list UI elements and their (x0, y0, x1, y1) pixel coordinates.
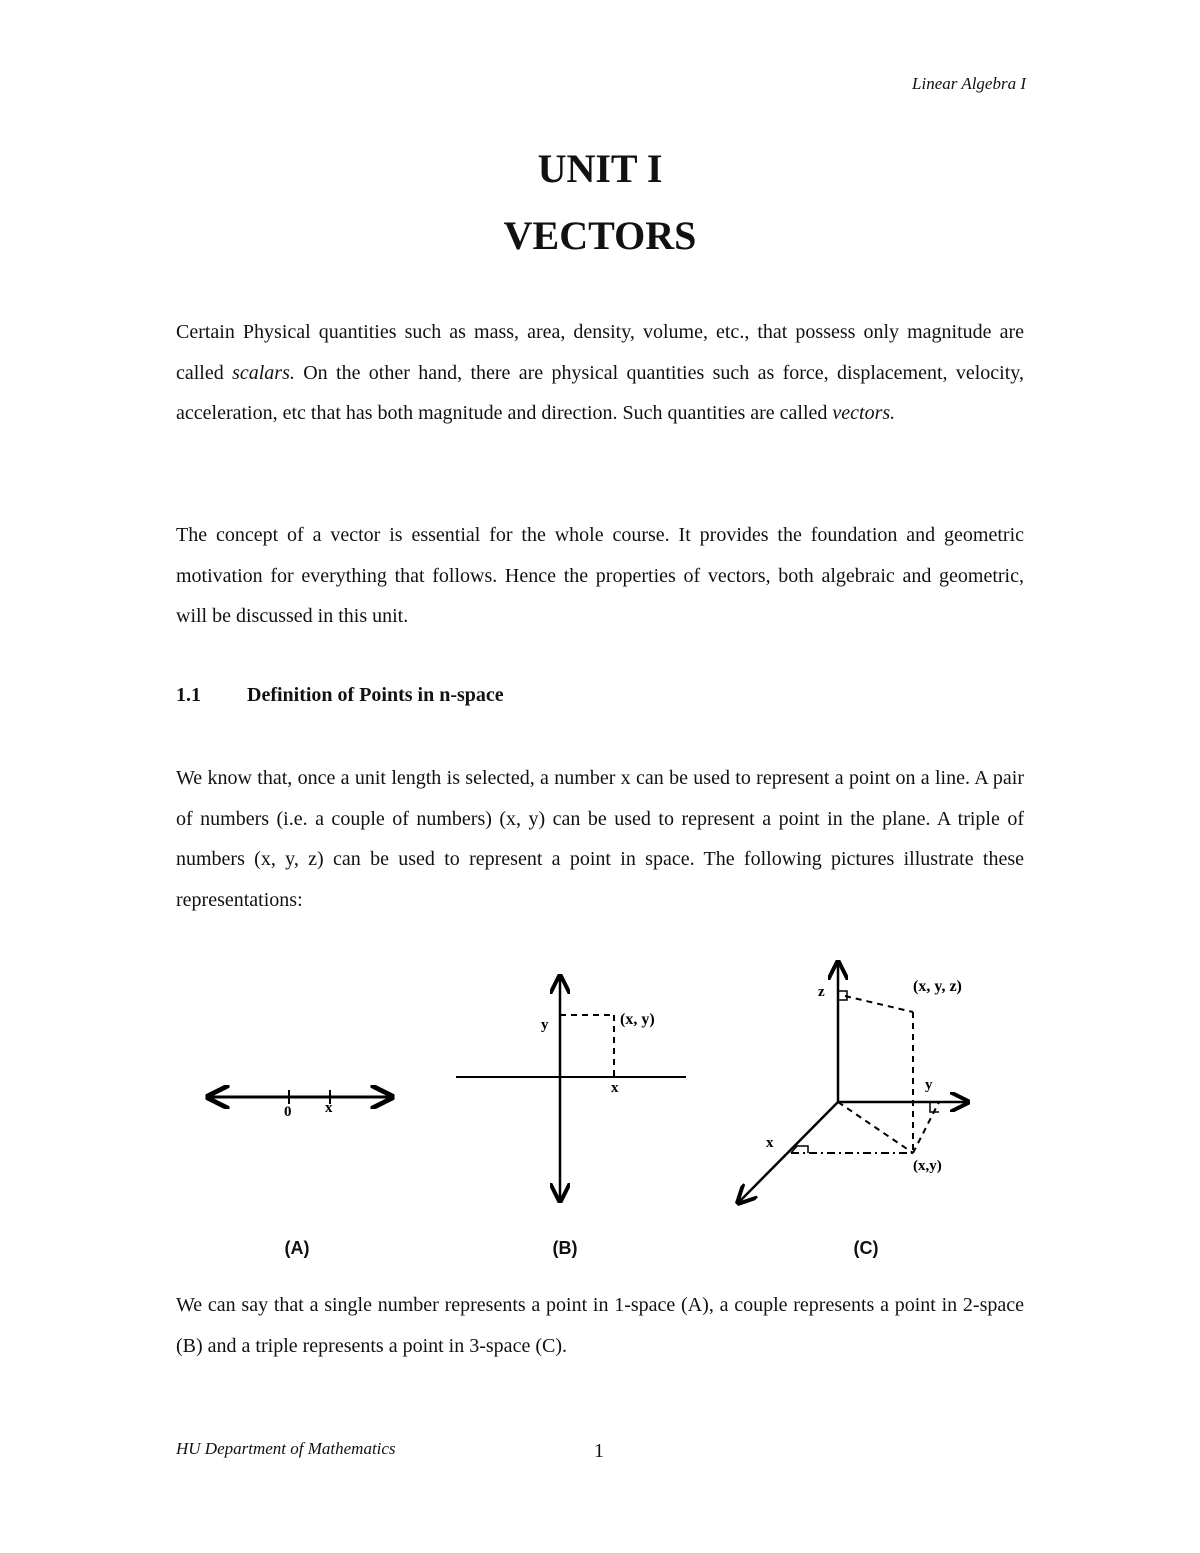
section-title: Definition of Points in n-space (247, 684, 504, 706)
unit-title: VECTORS (503, 213, 697, 258)
section-heading (176, 684, 504, 707)
figures-illustration (0, 950, 1200, 1230)
figure-a-number-line (208, 1090, 392, 1120)
term-vectors: vectors. (832, 402, 896, 424)
caption-a: (A) (284, 1238, 310, 1258)
figure-b-plane (456, 976, 686, 1201)
diagonal-to-point (838, 1102, 913, 1153)
x-label: x (766, 1135, 774, 1151)
origin-label: 0 (284, 1104, 292, 1120)
point-label: (x, y) (620, 1011, 655, 1028)
z-label: z (818, 984, 825, 1000)
running-header: Linear Algebra I (912, 74, 1026, 93)
footer-department: HU Department of Mathematics (176, 1439, 396, 1458)
x-label: x (611, 1080, 619, 1096)
unit-heading: UNIT I (537, 146, 663, 191)
figure-c-space (738, 962, 968, 1203)
point2-label: (x,y) (913, 1158, 942, 1174)
y-label: y (541, 1017, 549, 1033)
intro-text-2: On the other hand, there are physical quantities such as force, displacement, velocity, acceleration, etc that has both magnitude and direction. Such quantities are called (176, 361, 1024, 424)
intro-text-1: Certain Physical quantities such as mass, area, density, volume, etc., that possess only magnitude are called (176, 321, 1024, 384)
z-projection-line (845, 996, 913, 1012)
term-scalars: scalars. (232, 361, 295, 384)
point3-label: (x, y, z) (913, 978, 962, 995)
concept-paragraph: The concept of a vector is essential for the whole course. It provides the foundation and geometric motivation for everything that follows. Hence the properties of vectors, both algebraic and geometric, will be discussed in this unit. (176, 524, 1024, 627)
page-number: 1 (594, 1440, 604, 1462)
caption-b: (B) (552, 1238, 578, 1258)
caption-c: (C) (853, 1238, 879, 1258)
representation-paragraph: We know that, once a unit length is selected, a number x can be used to represent a point on a line. A pair of numbers (i.e. a couple of numbers) (x, y) can be used to represent a point in the plane. A triple of numbers (x, y, z) can be used to represent a point in space. The following pictures illustrate these representations: (176, 767, 1024, 911)
section-number: 1.1 (176, 684, 201, 706)
summary-paragraph: We can say that a single number represents a point in 1-space (A), a couple represents a point in 2-space (B) and a triple represents a point in 3-space (C). (176, 1294, 1024, 1357)
x-label: x (325, 1100, 333, 1116)
intro-paragraph (176, 312, 1024, 434)
y-label: y (925, 1077, 933, 1093)
y-parallel-line (913, 1102, 939, 1153)
